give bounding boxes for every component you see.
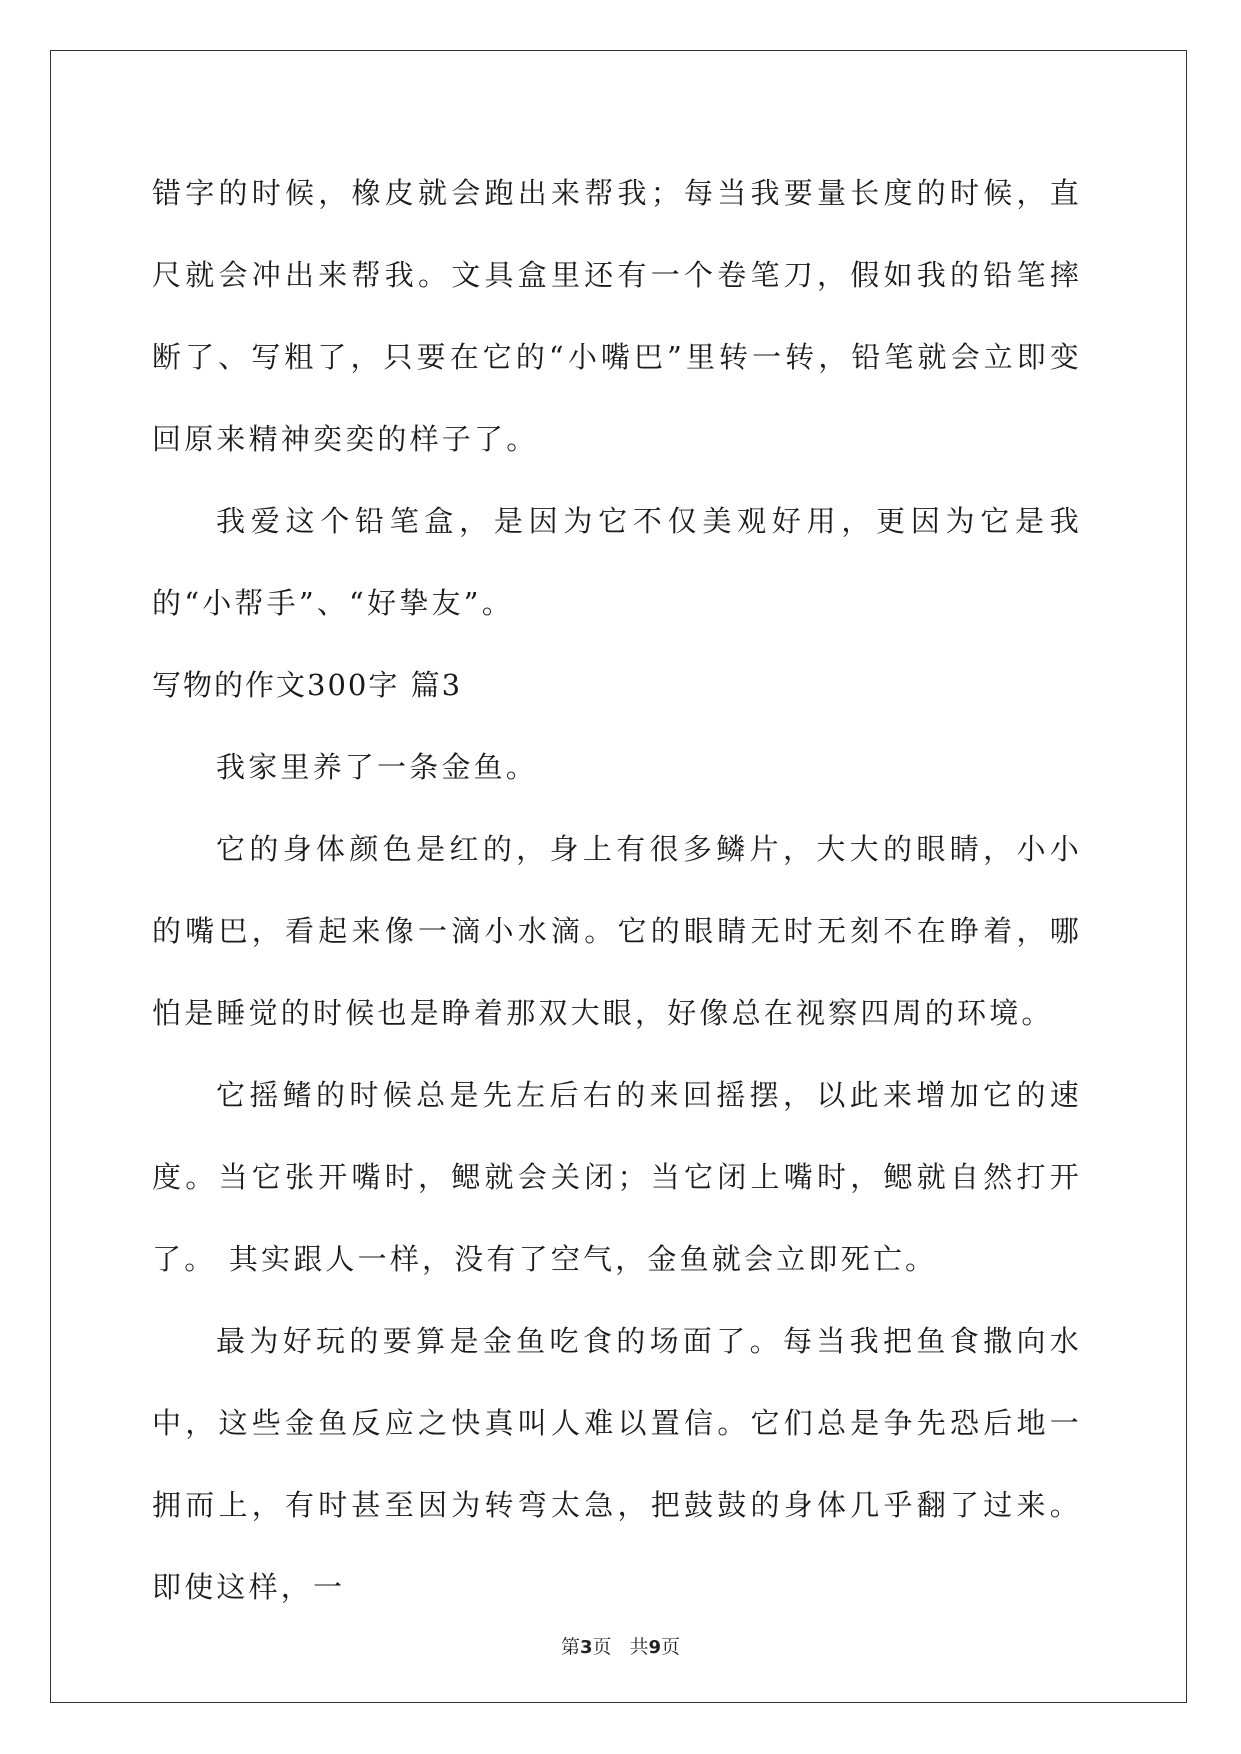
page-suffix: 页 <box>592 1636 612 1658</box>
total-suffix: 页 <box>661 1636 681 1658</box>
page-footer <box>0 1632 1241 1659</box>
paragraph-continuation: 错字的时候，橡皮就会跑出来帮我；每当我要量长度的时候，直尺就会冲出来帮我。文具盒里还有一个卷笔刀，假如我的铅笔摔断了、写粗了，只要在它的“小嘴巴”里转一转，铅笔就会立即变回原来精神奕奕的样子了。 <box>152 176 1082 456</box>
paragraph-goldfish-appearance: 它的身体颜色是红的，身上有很多鳞片，大大的眼睛，小小的嘴巴，看起来像一滴小水滴。它的眼睛无时无刻不在睁着，哪怕是睡觉的时候也是睁着那双大眼，好像总在视察四周的环境。 <box>152 832 1082 1030</box>
page-total: 9 <box>648 1637 662 1658</box>
document-body <box>152 152 1082 1628</box>
section-heading: 写物的作文300字 篇3 <box>152 668 463 702</box>
paragraph-pencil-box-love: 我爱这个铅笔盒，是因为它不仅美观好用，更因为它是我的“小帮手”、“好挚友”。 <box>152 504 1082 620</box>
paragraph-goldfish-swimming: 它摇鳍的时候总是先左后右的来回摇摆，以此来增加它的速度。当它张开嘴时，鳃就会关闭；当它闭上嘴时，鳃就自然打开了。 其实跟人一样，没有了空气，金鱼就会立即死亡。 <box>152 1078 1082 1276</box>
total-prefix: 共 <box>629 1636 649 1658</box>
page-current: 3 <box>579 1637 593 1658</box>
paragraph-goldfish-intro: 我家里养了一条金鱼。 <box>216 750 539 784</box>
page-prefix: 第 <box>560 1636 580 1658</box>
paragraph-goldfish-feeding: 最为好玩的要算是金鱼吃食的场面了。每当我把鱼食撒向水中，这些金鱼反应之快真叫人难以置信。它们总是争先恐后地一拥而上，有时甚至因为转弯太急，把鼓鼓的身体几乎翻了过来。即使这样，一 <box>152 1324 1082 1604</box>
